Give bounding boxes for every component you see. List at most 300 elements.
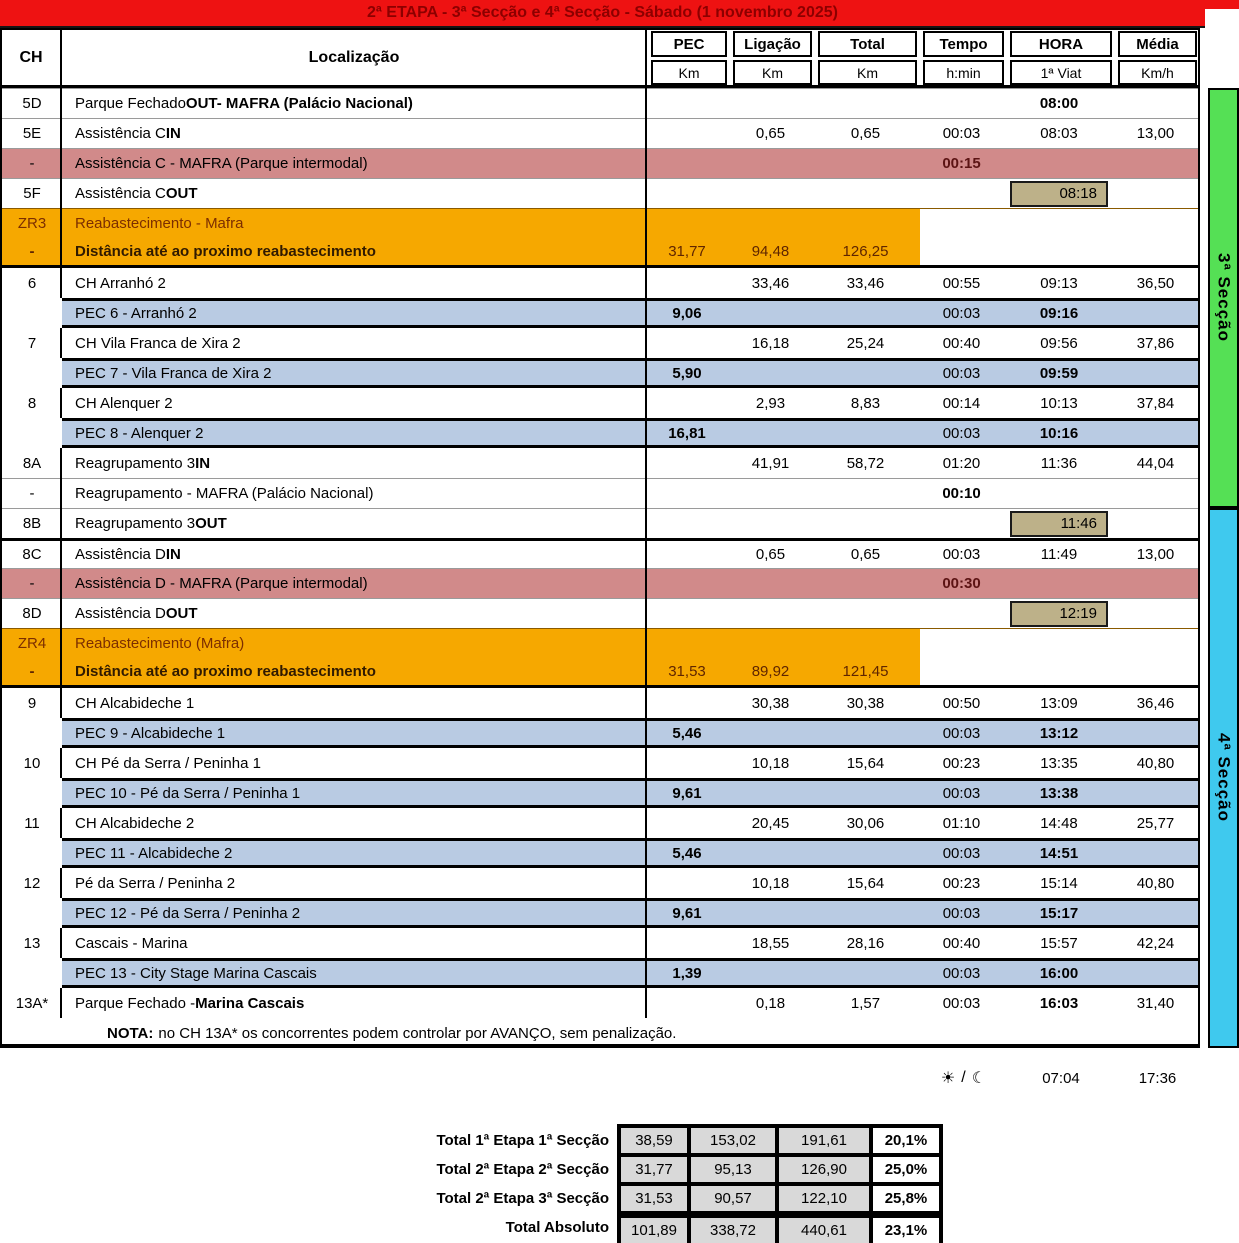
pec-km (646, 629, 728, 658)
time-allowed (918, 509, 1005, 538)
totals-row (619, 1155, 941, 1184)
daylight-row (920, 1064, 1200, 1092)
location-cell (62, 808, 646, 838)
location-text-bold: OUT- MAFRA (Palácio Nacional) (185, 95, 413, 112)
col-header-media: Média (1118, 31, 1197, 57)
control-code: 13 (23, 934, 41, 952)
time-allowed: 00:23 (942, 874, 981, 892)
total-km (813, 179, 918, 208)
first-car-time (1005, 509, 1113, 538)
total-km: 1,57 (850, 994, 881, 1012)
total-km: 121,45 (842, 663, 889, 680)
sun-icon: ☀ (940, 1070, 956, 1087)
location-cell (62, 89, 646, 118)
liaison-km: 30,38 (751, 694, 790, 712)
itinerary-row (2, 118, 1198, 148)
time-allowed: 00:23 (942, 754, 981, 772)
average-speed: 42,24 (1136, 934, 1175, 952)
first-car-time (1005, 479, 1113, 508)
control-code (2, 838, 62, 868)
average-speed (1113, 599, 1198, 628)
control-code: 9 (27, 694, 37, 712)
pec-km (646, 149, 728, 178)
location-text: Reabastecimento - Mafra (75, 215, 244, 232)
pec-km (646, 541, 728, 568)
location-cell (62, 209, 646, 238)
pec-km: 16,81 (668, 424, 706, 442)
col-header-tempo: Tempo (923, 31, 1004, 57)
section-4-label: 4ª Secção (1214, 733, 1234, 823)
location-text: PEC 11 - Alcabideche 2 (75, 844, 233, 862)
average-speed (1113, 961, 1198, 985)
location-cell (62, 781, 646, 805)
totals-pec-value: 31,53 (619, 1184, 689, 1213)
average-speed: 13,00 (1136, 125, 1175, 142)
average-speed (1113, 179, 1198, 208)
totals-pct-value: 25,8% (871, 1184, 941, 1213)
time-allowed: 00:14 (942, 394, 981, 412)
pec-km: 31,77 (668, 243, 706, 260)
location-cell (62, 599, 646, 628)
location-cell (62, 688, 646, 718)
control-code (2, 778, 62, 808)
itinerary-row (2, 88, 1198, 118)
time-allowed: 00:55 (942, 274, 981, 292)
note-row (2, 1018, 1198, 1048)
location-cell (62, 421, 646, 445)
totals-tot-value: 191,61 (777, 1126, 871, 1155)
totals-pct-value: 23,1% (871, 1216, 941, 1243)
itinerary-row (2, 928, 1198, 958)
average-speed: 37,84 (1136, 394, 1175, 412)
pec-km: 31,53 (668, 663, 706, 680)
average-speed (1113, 361, 1198, 385)
time-allowed: 00:03 (942, 546, 981, 563)
location-text: Reabastecimento (Mafra) (75, 635, 245, 652)
itinerary-row (2, 988, 1198, 1018)
liaison-km (728, 421, 813, 445)
location-text: CH Alenquer 2 (75, 394, 173, 412)
average-speed (1113, 238, 1198, 265)
average-speed: 40,80 (1136, 874, 1175, 892)
average-speed: 25,77 (1136, 814, 1175, 832)
liaison-km: 0,18 (755, 994, 786, 1012)
total-km: 58,72 (846, 454, 885, 472)
first-car-time: 13:38 (1039, 784, 1079, 802)
liaison-km: 10,18 (751, 874, 790, 892)
total-km (813, 781, 918, 805)
location-text-bold: OUT (165, 185, 198, 202)
col-header-ch: CH (19, 49, 43, 66)
location-text: Assistência D - MAFRA (Parque intermodal) (75, 575, 368, 592)
control-code: 10 (23, 754, 41, 772)
average-speed: 44,04 (1136, 454, 1175, 472)
average-speed: 36,50 (1136, 274, 1175, 292)
daylight-icons (920, 1064, 1007, 1092)
control-code (2, 418, 62, 448)
pec-km (646, 569, 728, 598)
location-text: Parque Fechado - (75, 994, 196, 1012)
first-car-time (1005, 629, 1113, 658)
sunrise-time: 07:04 (1042, 1069, 1080, 1087)
pec-km: 5,46 (672, 724, 702, 742)
pec-km (646, 808, 728, 838)
first-car-time (1005, 209, 1113, 238)
totals-labels (180, 1126, 613, 1242)
itinerary-row (2, 568, 1198, 598)
liaison-km: 0,65 (755, 546, 786, 563)
location-text-bold: Marina Cascais (195, 994, 305, 1012)
location-text: Reagrupamento 3 (75, 515, 196, 532)
totals-lig-value: 90,57 (689, 1184, 777, 1213)
control-code: - (29, 155, 35, 172)
liaison-km (728, 209, 813, 238)
pec-km: 9,61 (672, 904, 702, 922)
totals-row-label: Total 2ª Etapa 2ª Secção (436, 1161, 609, 1178)
total-km: 15,64 (846, 754, 885, 772)
total-km (813, 479, 918, 508)
col-unit-hora: 1ª Viat (1010, 60, 1112, 85)
location-cell (62, 238, 646, 265)
average-speed (1113, 569, 1198, 598)
pec-row (2, 718, 1198, 748)
pec-km (646, 928, 728, 958)
liaison-km (728, 509, 813, 538)
time-allowed: 01:20 (942, 454, 981, 472)
moon-icon: ☾ (971, 1070, 987, 1087)
liaison-km (728, 721, 813, 745)
average-speed (1113, 149, 1198, 178)
itinerary-row (2, 148, 1198, 178)
pec-km (646, 209, 728, 238)
total-km: 30,06 (846, 814, 885, 832)
control-code: 7 (27, 334, 37, 352)
time-allowed (918, 629, 1005, 658)
pec-km (646, 868, 728, 898)
totals-pct-value: 20,1% (871, 1126, 941, 1155)
average-speed (1113, 509, 1198, 538)
control-code (2, 958, 62, 988)
pec-km: 5,46 (672, 844, 702, 862)
first-car-time: 14:48 (1040, 814, 1078, 832)
liaison-km: 18,55 (751, 934, 790, 952)
col-header-total: Total (818, 31, 917, 57)
itinerary-row (2, 178, 1198, 208)
itinerary-row (2, 658, 1198, 688)
pec-km: 1,39 (672, 964, 702, 982)
liaison-km: 94,48 (751, 243, 790, 260)
col-header-localizacao: Localização (308, 49, 400, 66)
time-allowed (918, 179, 1005, 208)
totals-tot-value: 440,61 (777, 1216, 871, 1243)
liaison-km (728, 89, 813, 118)
first-car-time: 13:12 (1039, 724, 1079, 742)
totals-pec-value: 31,77 (619, 1155, 689, 1184)
location-cell (62, 928, 646, 958)
time-allowed: 00:10 (942, 485, 981, 502)
pec-km (646, 988, 728, 1018)
pec-row (2, 898, 1198, 928)
itinerary-row (2, 748, 1198, 778)
total-km (813, 301, 918, 325)
pec-row (2, 298, 1198, 328)
itinerary-row (2, 448, 1198, 478)
total-km (813, 599, 918, 628)
average-speed: 40,80 (1136, 754, 1175, 772)
average-speed: 37,86 (1136, 334, 1175, 352)
liaison-km: 0,65 (755, 125, 786, 142)
time-allowed (918, 599, 1005, 628)
itinerary-row (2, 238, 1198, 268)
location-cell (62, 509, 646, 538)
pec-km (646, 509, 728, 538)
itinerary-row (2, 508, 1198, 538)
liaison-km: 41,91 (751, 454, 790, 472)
average-speed (1113, 781, 1198, 805)
location-text: Assistência D (75, 605, 166, 622)
location-cell (62, 479, 646, 508)
liaison-km (728, 599, 813, 628)
total-km: 15,64 (846, 874, 885, 892)
control-code: 8C (22, 546, 42, 563)
totals-row (619, 1184, 941, 1213)
time-allowed: 00:30 (942, 575, 981, 592)
liaison-km (728, 179, 813, 208)
first-car-time: 11:49 (1040, 546, 1078, 563)
total-km (813, 149, 918, 178)
stage-title-bar (0, 0, 1205, 28)
section-3-label: 3ª Secção (1214, 253, 1234, 343)
average-speed (1113, 721, 1198, 745)
total-km (813, 841, 918, 865)
totals-pec-value: 101,89 (619, 1216, 689, 1243)
time-allowed: 00:40 (942, 334, 981, 352)
average-speed (1113, 209, 1198, 238)
control-code (2, 898, 62, 928)
control-code (2, 718, 62, 748)
total-km (813, 89, 918, 118)
pec-row (2, 358, 1198, 388)
average-speed: 36,46 (1136, 694, 1175, 712)
pec-km (646, 599, 728, 628)
first-car-time (1005, 238, 1113, 265)
time-allowed (918, 89, 1005, 118)
location-text: PEC 7 - Vila Franca de Xira 2 (75, 364, 272, 382)
time-allowed: 00:15 (942, 155, 981, 172)
total-km (813, 509, 918, 538)
total-km (813, 721, 918, 745)
liaison-km (728, 781, 813, 805)
pec-row (2, 778, 1198, 808)
total-km (813, 961, 918, 985)
total-km: 33,46 (846, 274, 885, 292)
total-km: 126,25 (842, 243, 889, 260)
location-text: PEC 8 - Alenquer 2 (75, 424, 204, 442)
control-code: - (29, 663, 35, 680)
total-km (813, 629, 918, 658)
location-text: PEC 9 - Alcabideche 1 (75, 724, 226, 742)
time-allowed: 00:40 (942, 934, 981, 952)
pec-row (2, 958, 1198, 988)
itinerary-row (2, 808, 1198, 838)
time-box: 08:18 (1010, 181, 1108, 207)
control-code: 5E (22, 125, 42, 142)
section-4-bar (1208, 508, 1239, 1048)
liaison-km: 10,18 (751, 754, 790, 772)
location-text: PEC 10 - Pé da Serra / Peninha 1 (75, 784, 301, 802)
location-text: Parque Fechado (75, 95, 186, 112)
average-speed (1113, 901, 1198, 925)
first-car-time: 11:36 (1040, 454, 1078, 472)
itinerary-row (2, 478, 1198, 508)
itinerary-row (2, 868, 1198, 898)
average-speed (1113, 658, 1198, 685)
location-text: Reagrupamento - MAFRA (Palácio Nacional) (75, 485, 374, 502)
location-text-bold: Distância até ao proximo reabastecimento (75, 663, 376, 680)
location-text: PEC 6 - Arranhó 2 (75, 304, 197, 322)
location-text-bold: IN (165, 125, 181, 142)
total-km: 28,16 (846, 934, 885, 952)
time-allowed: 00:03 (942, 424, 981, 442)
time-allowed: 00:03 (942, 784, 981, 802)
time-allowed: 00:03 (942, 994, 981, 1012)
first-car-time (1005, 179, 1113, 208)
totals-row-label: Total 1ª Etapa 1ª Secção (436, 1132, 609, 1149)
itinerary-rows (2, 88, 1198, 1048)
totals-table (617, 1124, 943, 1243)
control-code: 12 (23, 874, 41, 892)
itinerary-row (2, 598, 1198, 628)
first-car-time: 16:03 (1039, 994, 1079, 1012)
total-km (813, 361, 918, 385)
liaison-km: 16,18 (751, 334, 790, 352)
first-car-time: 15:14 (1040, 874, 1078, 892)
liaison-km (728, 361, 813, 385)
section-3-bar (1208, 88, 1239, 508)
total-km: 30,38 (846, 694, 885, 712)
itinerary-row (2, 328, 1198, 358)
pec-row (2, 838, 1198, 868)
location-text-bold: IN (195, 454, 211, 472)
control-code: 6 (27, 274, 37, 292)
location-cell (62, 328, 646, 358)
time-allowed: 00:03 (942, 364, 981, 382)
totals-pct-value: 25,0% (871, 1155, 941, 1184)
first-car-time: 10:16 (1039, 424, 1079, 442)
pec-km (646, 479, 728, 508)
location-text: Pé da Serra / Peninha 2 (75, 874, 236, 892)
control-code (2, 358, 62, 388)
note-text (2, 1018, 676, 1048)
pec-km (646, 179, 728, 208)
time-box: 11:46 (1010, 511, 1108, 537)
location-text: Cascais - Marina (75, 934, 188, 952)
first-car-time: 15:17 (1039, 904, 1079, 922)
control-code: 5D (22, 95, 42, 112)
control-code: 8D (22, 605, 42, 622)
col-unit-total: Km (818, 60, 917, 85)
location-cell (62, 388, 646, 418)
liaison-km (728, 301, 813, 325)
total-km: 8,83 (850, 394, 881, 412)
location-text: Assistência C (75, 125, 166, 142)
location-cell (62, 448, 646, 478)
first-car-time: 09:56 (1040, 334, 1078, 352)
slash-separator: / (961, 1069, 966, 1086)
control-code: - (29, 243, 35, 260)
location-cell (62, 361, 646, 385)
first-car-time: 09:13 (1040, 274, 1078, 292)
first-car-time: 08:03 (1040, 125, 1078, 142)
sunset-time: 17:36 (1138, 1069, 1177, 1087)
pec-km (646, 388, 728, 418)
location-text: Assistência C - MAFRA (Parque intermodal) (75, 155, 368, 172)
col-header-pec: PEC (651, 31, 727, 57)
location-cell (62, 119, 646, 148)
col-unit-pec: Km (651, 60, 727, 85)
pec-km: 5,90 (672, 364, 702, 382)
liaison-km (728, 569, 813, 598)
location-cell (62, 301, 646, 325)
col-unit-media: Km/h (1118, 60, 1197, 85)
location-cell (62, 541, 646, 568)
location-text: Assistência D (75, 546, 166, 563)
control-code: 11 (24, 814, 40, 832)
itinerary-row (2, 268, 1198, 298)
location-cell (62, 268, 646, 298)
itinerary-row (2, 388, 1198, 418)
totals-tot-value: 126,90 (777, 1155, 871, 1184)
average-speed (1113, 629, 1198, 658)
location-text: Reagrupamento 3 (75, 454, 196, 472)
liaison-km: 33,46 (751, 274, 790, 292)
location-text: PEC 13 - City Stage Marina Cascais (75, 964, 317, 982)
total-km: 0,65 (850, 546, 881, 563)
col-unit-ligacao: Km (733, 60, 812, 85)
time-allowed (918, 209, 1005, 238)
location-cell (62, 988, 646, 1018)
location-text: CH Alcabideche 1 (75, 694, 195, 712)
control-code: ZR4 (17, 635, 47, 652)
average-speed (1113, 841, 1198, 865)
totals-row (619, 1126, 941, 1155)
liaison-km (728, 901, 813, 925)
title-bar-corner (1205, 0, 1239, 9)
first-car-time: 13:09 (1040, 694, 1078, 712)
location-text: CH Pé da Serra / Peninha 1 (75, 754, 261, 772)
control-code: ZR3 (17, 215, 47, 232)
first-car-time: 13:35 (1040, 754, 1078, 772)
location-text-bold: Distância até ao proximo reabastecimento (75, 243, 376, 260)
location-text-bold: OUT (165, 605, 198, 622)
total-km (813, 209, 918, 238)
first-car-time: 10:13 (1040, 394, 1078, 412)
liaison-km (728, 479, 813, 508)
liaison-km (728, 149, 813, 178)
location-text-bold: OUT (195, 515, 227, 532)
total-km: 0,65 (850, 125, 881, 142)
pec-km (646, 748, 728, 778)
control-code: 8B (22, 515, 42, 532)
liaison-km: 2,93 (755, 394, 786, 412)
time-allowed: 00:03 (942, 304, 981, 322)
totals-lig-value: 338,72 (689, 1216, 777, 1243)
time-allowed (918, 658, 1005, 685)
location-cell (62, 629, 646, 658)
liaison-km: 20,45 (751, 814, 790, 832)
control-code: 8A (22, 454, 42, 472)
liaison-km (728, 841, 813, 865)
